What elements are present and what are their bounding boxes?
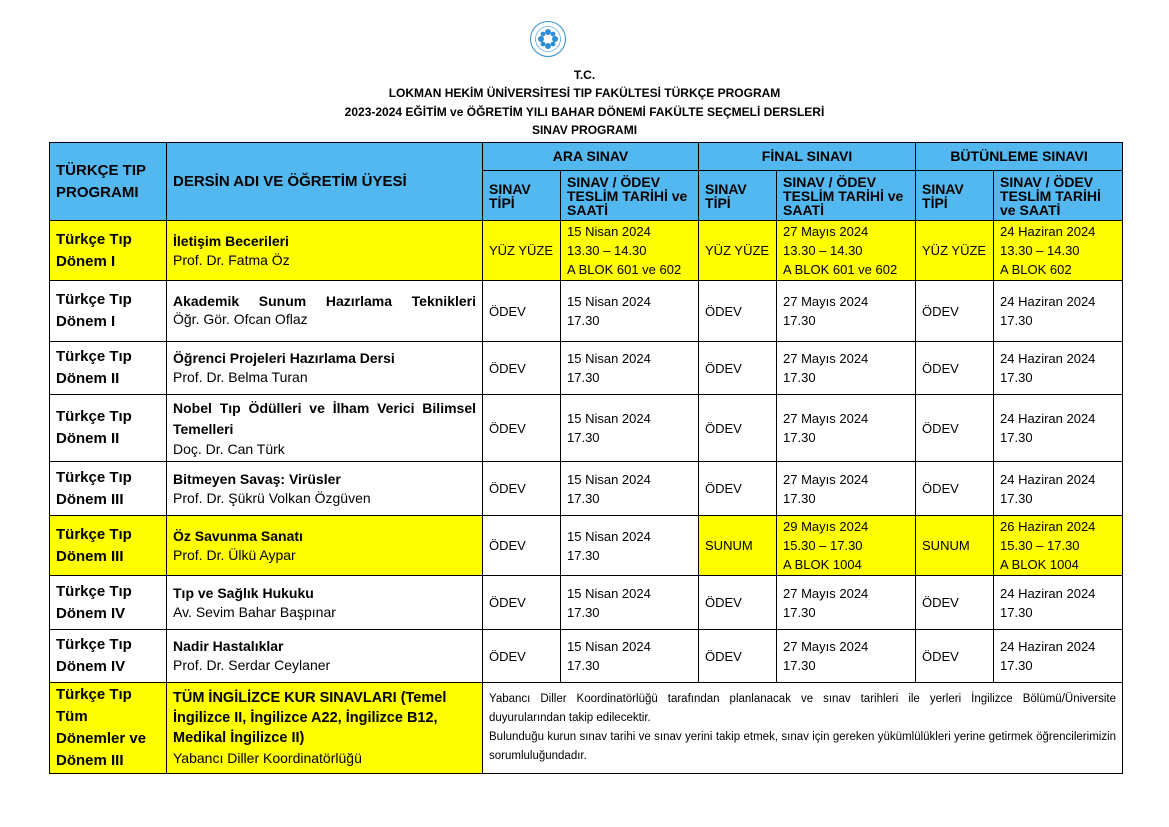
fin-type-cell: ÖDEV bbox=[699, 281, 777, 342]
program-cell: Türkçe Tıp Tüm Dönemler ve Dönem III bbox=[50, 683, 167, 774]
mid-date-cell bbox=[561, 281, 699, 342]
subheader-but-date: SINAV / ÖDEV TESLİM TARİHİ ve SAATİ bbox=[994, 171, 1123, 221]
but-place: A BLOK 1004 bbox=[1000, 557, 1079, 572]
course-teacher: Prof. Dr. Fatma Öz bbox=[173, 251, 290, 268]
fin-date: 27 Mayıs 2024 bbox=[783, 471, 869, 487]
mid-date: 15 Nisan 2024 bbox=[567, 294, 651, 309]
but-time: 17.30 bbox=[1000, 658, 1033, 673]
course-cell bbox=[167, 576, 483, 630]
but-date: 24 Haziran 2024 bbox=[1000, 294, 1096, 309]
but-time: 17.30 bbox=[1000, 604, 1033, 620]
course-teacher: Öğr. Gör. Ofcan Oflaz bbox=[173, 311, 308, 327]
mid-date: 15 Nisan 2024 bbox=[567, 585, 651, 601]
but-time: 17.30 bbox=[1000, 370, 1033, 385]
fin-type-cell: ÖDEV bbox=[699, 462, 777, 516]
fin-type-cell: ÖDEV bbox=[699, 576, 777, 630]
but-type-cell: ÖDEV bbox=[916, 342, 994, 395]
fin-time: 13.30 – 14.30 bbox=[783, 243, 863, 258]
fin-type-cell: YÜZ YÜZE bbox=[699, 221, 777, 281]
fin-time: 17.30 bbox=[783, 604, 816, 620]
fin-date: 27 Mayıs 2024 bbox=[783, 585, 869, 601]
but-date: 24 Haziran 2024 bbox=[1000, 411, 1096, 426]
mid-type-cell: ÖDEV bbox=[483, 395, 561, 462]
but-type-cell: SUNUM bbox=[916, 516, 994, 576]
fin-date-cell bbox=[777, 576, 916, 630]
but-date-cell bbox=[994, 342, 1123, 395]
but-date: 24 Haziran 2024 bbox=[1000, 224, 1096, 239]
mid-type-cell: YÜZ YÜZE bbox=[483, 221, 561, 281]
fin-type-cell: ÖDEV bbox=[699, 395, 777, 462]
but-date: 26 Haziran 2024 bbox=[1000, 519, 1096, 534]
mid-time: 17.30 bbox=[567, 490, 600, 506]
fin-time: 17.30 bbox=[783, 490, 816, 506]
doc-title-tc: T.C. bbox=[573, 68, 596, 82]
table-row bbox=[50, 342, 1123, 395]
mid-type-cell: ÖDEV bbox=[483, 462, 561, 516]
fin-date: 27 Mayıs 2024 bbox=[783, 351, 869, 366]
course-name: Nobel Tıp Ödülleri ve İlham Verici Bilimsel Temelleri bbox=[173, 399, 476, 437]
course-cell bbox=[167, 395, 483, 462]
course-teacher: Prof. Dr. Belma Turan bbox=[173, 369, 308, 385]
mid-time: 17.30 bbox=[567, 430, 600, 445]
but-type-cell: ÖDEV bbox=[916, 395, 994, 462]
fin-place: A BLOK 601 ve 602 bbox=[783, 262, 898, 277]
mid-date-cell bbox=[561, 576, 699, 630]
doc-title-program: SINAV PROGRAMI bbox=[531, 123, 638, 137]
program-cell: Türkçe Tıp Dönem IV bbox=[50, 576, 167, 630]
but-type-cell: ÖDEV bbox=[916, 462, 994, 516]
course-cell bbox=[167, 342, 483, 395]
fin-date-cell bbox=[777, 630, 916, 683]
course-cell bbox=[167, 630, 483, 683]
but-time: 15.30 – 17.30 bbox=[1000, 538, 1080, 553]
but-date-cell bbox=[994, 281, 1123, 342]
mid-time: 13.30 – 14.30 bbox=[567, 243, 647, 258]
mid-type-cell: ÖDEV bbox=[483, 516, 561, 576]
but-type-cell: ÖDEV bbox=[916, 281, 994, 342]
course-teacher: Av. Sevim Bahar Başpınar bbox=[173, 603, 336, 620]
but-type-cell: YÜZ YÜZE bbox=[916, 221, 994, 281]
mid-type-cell: ÖDEV bbox=[483, 281, 561, 342]
col-header-program: TÜRKÇE TIP PROGRAMI bbox=[50, 143, 167, 221]
but-date-cell bbox=[994, 221, 1123, 281]
but-time: 17.30 bbox=[1000, 430, 1033, 445]
mid-time: 17.30 bbox=[567, 313, 600, 328]
course-name: Tıp ve Sağlık Hukuku bbox=[173, 584, 314, 601]
mid-date-cell bbox=[561, 342, 699, 395]
but-date-cell bbox=[994, 630, 1123, 683]
mid-date-cell bbox=[561, 516, 699, 576]
table-row-english-courses bbox=[50, 683, 1123, 774]
fin-time: 17.30 bbox=[783, 313, 816, 328]
course-name: İletişim Becerileri bbox=[173, 232, 289, 249]
fin-type-cell: SUNUM bbox=[699, 516, 777, 576]
section-header-midterm: ARA SINAV bbox=[483, 143, 699, 171]
fin-type-cell: ÖDEV bbox=[699, 630, 777, 683]
fin-date-cell bbox=[777, 342, 916, 395]
table-row bbox=[50, 462, 1123, 516]
table-row bbox=[50, 516, 1123, 576]
mid-date: 15 Nisan 2024 bbox=[567, 528, 651, 544]
table-row bbox=[50, 281, 1123, 342]
but-date-cell bbox=[994, 576, 1123, 630]
but-time: 17.30 bbox=[1000, 490, 1033, 506]
fin-time: 17.30 bbox=[783, 430, 816, 445]
course-teacher: Prof. Dr. Şükrü Volkan Özgüven bbox=[173, 489, 371, 506]
course-name: Akademik Sunum Hazırlama Teknikleri bbox=[173, 293, 476, 309]
but-date-cell bbox=[994, 395, 1123, 462]
but-date: 24 Haziran 2024 bbox=[1000, 585, 1096, 601]
mid-date: 15 Nisan 2024 bbox=[567, 471, 651, 487]
fin-place: A BLOK 1004 bbox=[783, 557, 862, 572]
fin-date-cell bbox=[777, 462, 916, 516]
course-name: Bitmeyen Savaş: Virüsler bbox=[173, 470, 341, 487]
course-name: Öğrenci Projeleri Hazırlama Dersi bbox=[173, 350, 395, 366]
mid-type-cell: ÖDEV bbox=[483, 576, 561, 630]
but-place: A BLOK 602 bbox=[1000, 262, 1072, 277]
mid-date: 15 Nisan 2024 bbox=[567, 224, 651, 239]
mid-date: 15 Nisan 2024 bbox=[567, 351, 651, 366]
program-cell: Türkçe Tıp Dönem III bbox=[50, 462, 167, 516]
mid-time: 17.30 bbox=[567, 658, 600, 673]
course-name: Nadir Hastalıklar bbox=[173, 638, 284, 654]
course-teacher: Prof. Dr. Serdar Ceylaner bbox=[173, 657, 331, 673]
table-row bbox=[50, 221, 1123, 281]
fin-date-cell bbox=[777, 395, 916, 462]
english-exams-note-2: Bulunduğu kurun sınav tarihi ve sınav yerini takip etmek, sınav için gereken yükümlülükleri yerine getirmek öğrencilerimizin sorumluluğundadır. bbox=[489, 731, 1117, 762]
course-cell bbox=[167, 683, 483, 774]
but-time: 17.30 bbox=[1000, 313, 1033, 328]
course-teacher: Prof. Dr. Ülkü Aypar bbox=[173, 546, 296, 563]
fin-date: 27 Mayıs 2024 bbox=[783, 294, 869, 309]
mid-date: 15 Nisan 2024 bbox=[567, 411, 651, 426]
course-name: Öz Savunma Sanatı bbox=[173, 527, 303, 544]
but-type-cell: ÖDEV bbox=[916, 576, 994, 630]
english-exams-note bbox=[483, 683, 1123, 774]
section-header-makeup: BÜTÜNLEME SINAVI bbox=[916, 143, 1123, 171]
mid-date-cell bbox=[561, 395, 699, 462]
subheader-mid-date: SINAV / ÖDEV TESLİM TARİHİ ve SAATİ bbox=[561, 171, 699, 221]
fin-time: 17.30 bbox=[783, 658, 816, 673]
course-teacher: Yabancı Diller Koordinatörlüğü bbox=[173, 750, 362, 766]
fin-date: 27 Mayıs 2024 bbox=[783, 411, 869, 426]
fin-date-cell bbox=[777, 221, 916, 281]
program-cell: Türkçe Tıp Dönem IV bbox=[50, 630, 167, 683]
but-date: 24 Haziran 2024 bbox=[1000, 639, 1096, 654]
fin-date: 27 Mayıs 2024 bbox=[783, 224, 869, 239]
mid-type-cell: ÖDEV bbox=[483, 630, 561, 683]
fin-date-cell bbox=[777, 281, 916, 342]
program-cell: Türkçe Tıp Dönem I bbox=[50, 281, 167, 342]
course-cell bbox=[167, 516, 483, 576]
section-header-final: FİNAL SINAVI bbox=[699, 143, 916, 171]
mid-date-cell bbox=[561, 462, 699, 516]
course-name: TÜM İNGİLİZCE KUR SINAVLARI (Temel İngilizce II, İngilizce A22, İngilizce B12, Medikal İngilizce II) bbox=[173, 690, 447, 746]
but-date: 24 Haziran 2024 bbox=[1000, 351, 1096, 366]
course-cell bbox=[167, 281, 483, 342]
program-cell: Türkçe Tıp Dönem III bbox=[50, 516, 167, 576]
subheader-fin-type: SINAV TİPİ bbox=[699, 171, 777, 221]
table-row bbox=[50, 395, 1123, 462]
doc-title-university: LOKMAN HEKİM ÜNİVERSİTESİ TIP FAKÜLTESİ TÜRKÇE PROGRAM bbox=[388, 86, 781, 100]
course-teacher: Doç. Dr. Can Türk bbox=[173, 440, 285, 457]
exam-schedule-table bbox=[49, 142, 1123, 774]
fin-type-cell: ÖDEV bbox=[699, 342, 777, 395]
table-row bbox=[50, 576, 1123, 630]
mid-date-cell bbox=[561, 221, 699, 281]
program-cell: Türkçe Tıp Dönem I bbox=[50, 221, 167, 281]
subheader-mid-type: SINAV TİPİ bbox=[483, 171, 561, 221]
subheader-fin-date: SINAV / ÖDEV TESLİM TARİHİ ve SAATİ bbox=[777, 171, 916, 221]
but-date: 24 Haziran 2024 bbox=[1000, 471, 1096, 487]
mid-date: 15 Nisan 2024 bbox=[567, 639, 651, 654]
mid-type-cell: ÖDEV bbox=[483, 342, 561, 395]
faculty-seal-logo-icon bbox=[529, 20, 567, 58]
program-cell: Türkçe Tıp Dönem II bbox=[50, 342, 167, 395]
program-cell: Türkçe Tıp Dönem II bbox=[50, 395, 167, 462]
mid-time: 17.30 bbox=[567, 370, 600, 385]
doc-title-term: 2023-2024 EĞİTİM ve ÖĞRETİM YILI BAHAR DÖNEMİ FAKÜLTE SEÇMELİ DERSLERİ bbox=[344, 105, 825, 119]
header-row-sections bbox=[50, 143, 1123, 171]
but-date-cell bbox=[994, 516, 1123, 576]
but-type-cell: ÖDEV bbox=[916, 630, 994, 683]
but-time: 13.30 – 14.30 bbox=[1000, 243, 1080, 258]
fin-date: 27 Mayıs 2024 bbox=[783, 639, 869, 654]
table-row bbox=[50, 630, 1123, 683]
fin-date-cell bbox=[777, 516, 916, 576]
mid-place: A BLOK 601 ve 602 bbox=[567, 262, 682, 277]
subheader-but-type: SINAV TİPİ bbox=[916, 171, 994, 221]
english-exams-note-1: Yabancı Diller Koordinatörlüğü tarafından planlanacak ve sınav tarihleri ile yerleri İngilizce Bölümü/Üniversite duyurularından takip edilecektir. bbox=[489, 693, 1117, 724]
mid-time: 17.30 bbox=[567, 547, 600, 563]
mid-date-cell bbox=[561, 630, 699, 683]
mid-time: 17.30 bbox=[567, 604, 600, 620]
fin-date: 29 Mayıs 2024 bbox=[783, 519, 869, 534]
course-cell bbox=[167, 221, 483, 281]
fin-time: 15.30 – 17.30 bbox=[783, 538, 863, 553]
fin-time: 17.30 bbox=[783, 370, 816, 385]
but-date-cell bbox=[994, 462, 1123, 516]
col-header-course: DERSİN ADI VE ÖĞRETİM ÜYESİ bbox=[167, 143, 483, 221]
course-cell bbox=[167, 462, 483, 516]
